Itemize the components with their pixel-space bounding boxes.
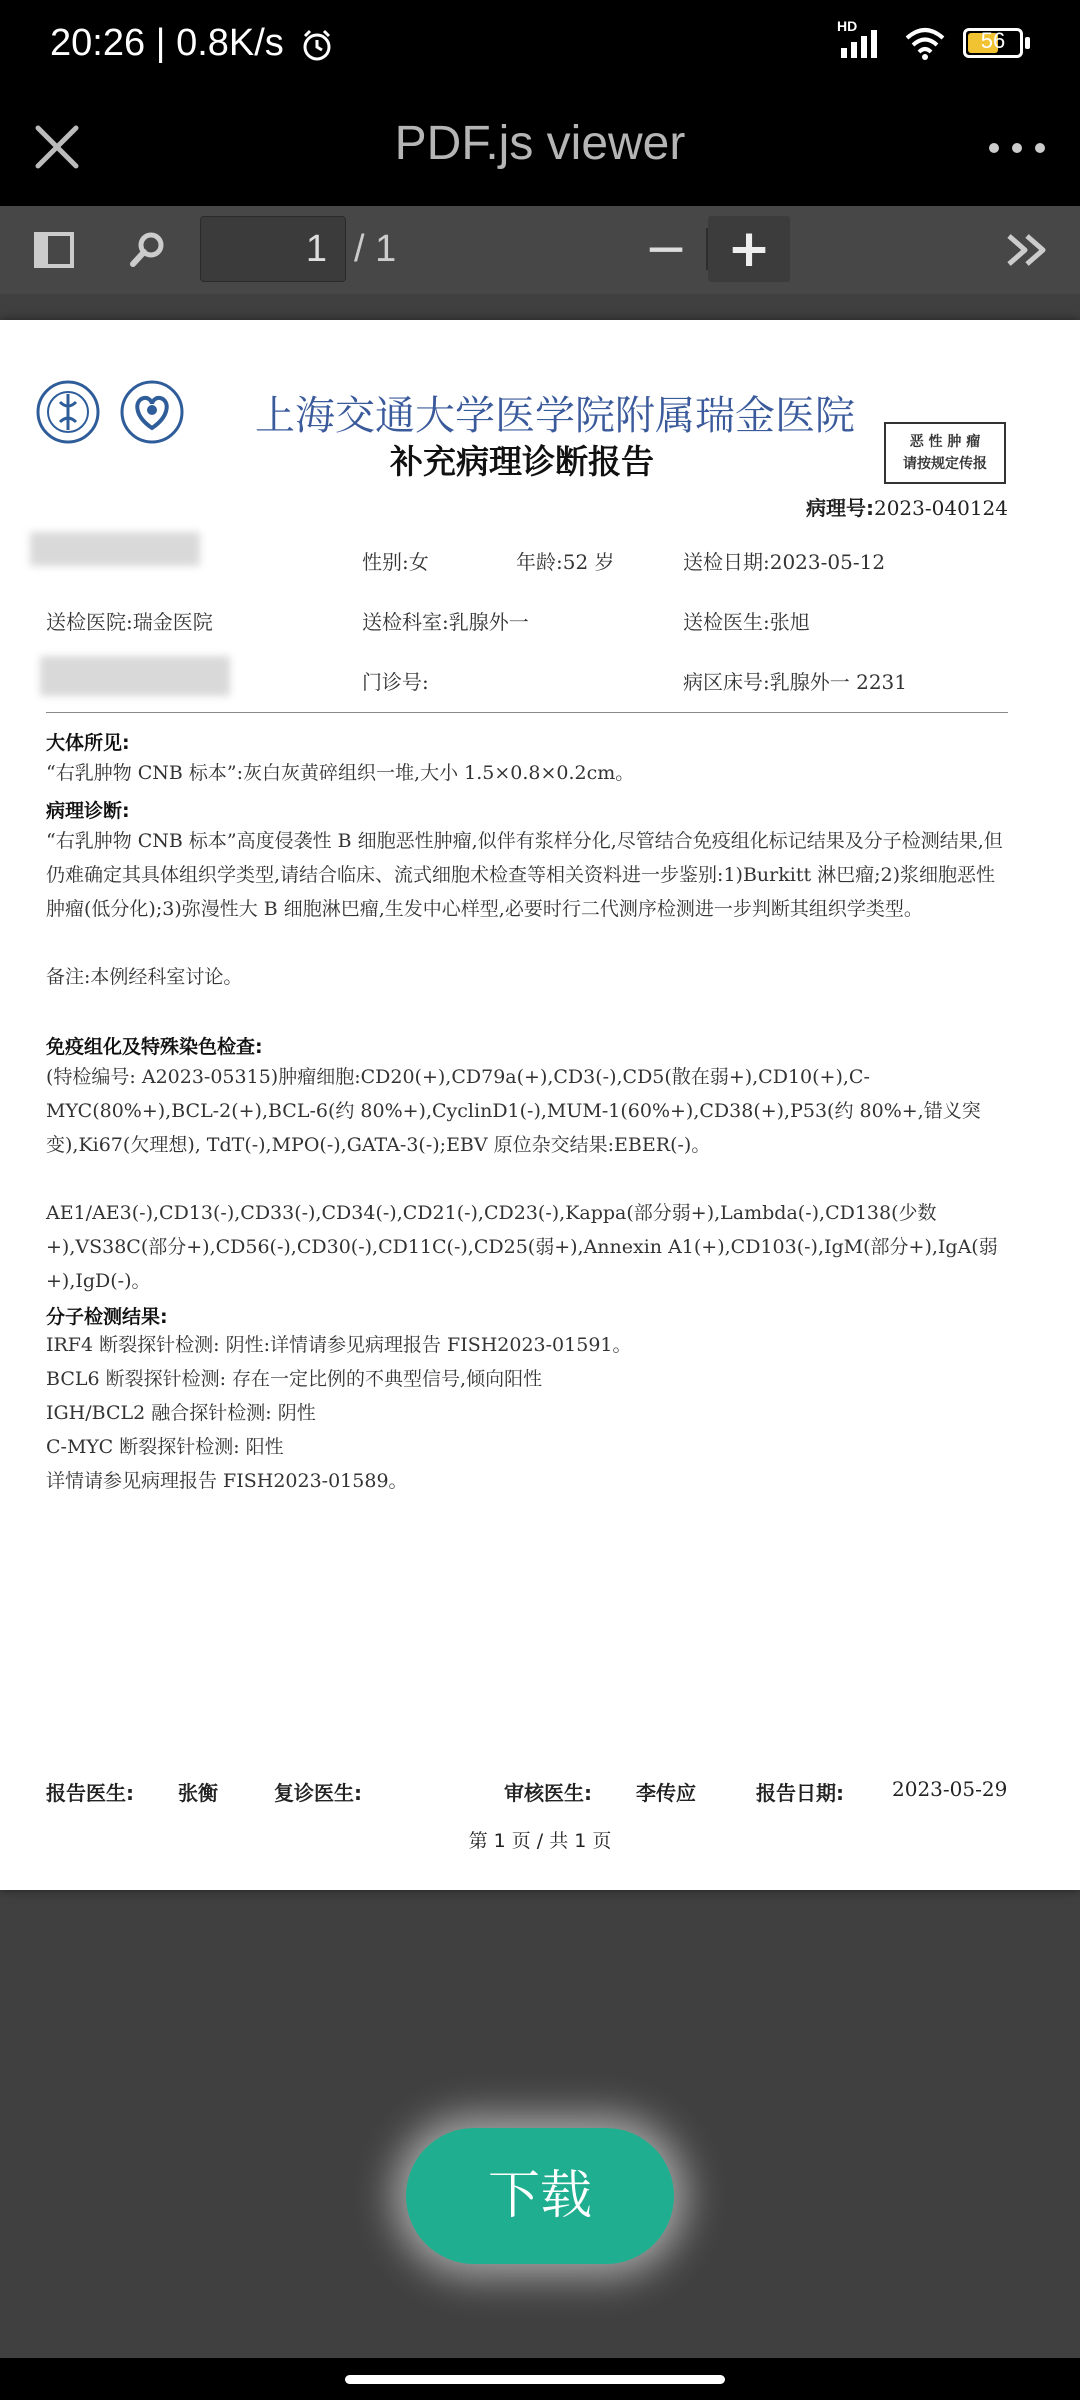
stamp-line1: 恶 性 肿 瘤: [909, 434, 981, 450]
ihc-text-1: (特检编号: A2023-05315)肿瘤细胞:CD20(+),CD79a(+),CD3(-),CD5(散在弱+),CD10(+),C-MYC(80%+),BCL-2(+),BCL-6(约 80%+),CyclinD1(-),MUM-1(60%+),CD38(+),P53(约 80%+,错义突变),Ki67(欠理想), TdT(-),MPO(-),GATA-3(-);EBV 原位杂交结果:EBER(-)。: [46, 1066, 981, 1156]
tools-button[interactable]: [994, 218, 1060, 282]
pathology-number-value: 2023-040124: [873, 496, 1008, 520]
molecular-line-5: 详情请参见病理报告 FISH2023-01589。: [46, 1470, 408, 1492]
network-label: HD: [837, 18, 858, 34]
redacted-id: [40, 656, 230, 696]
page-note: 第 1 页 / 共 1 页: [468, 1830, 612, 1852]
stamp-line2: 请按规定传报: [903, 456, 987, 472]
pathology-number: [806, 492, 1008, 521]
wifi-icon: [903, 26, 947, 60]
molecular-title: 分子检测结果:: [46, 1306, 168, 1328]
find-button[interactable]: [118, 218, 178, 282]
page-number-input[interactable]: 1: [200, 216, 346, 282]
molecular-line-1: IRF4 断裂探针检测: 阴性:详情请参见病理报告 FISH2023-01591。: [46, 1334, 632, 1356]
audit-doctor-label: 审核医生:: [504, 1781, 592, 1805]
report-date-label: 报告日期:: [756, 1781, 844, 1805]
status-time: 20:26 | 0.8K/s: [50, 22, 284, 64]
alarm-icon: [300, 28, 334, 62]
page-title: PDF.js viewer: [394, 117, 686, 170]
home-indicator[interactable]: [345, 2375, 725, 2384]
page-total: / 1: [354, 228, 397, 270]
age-field: 年龄:52 岁: [516, 550, 615, 574]
pdf-page: [0, 320, 1080, 1890]
hospital-logo-icon: [120, 380, 184, 444]
university-logo-icon: [36, 380, 100, 444]
remark-text: 备注:本例经科室讨论。: [46, 966, 243, 988]
hospital-name: 上海交通大学医学院附属瑞金医院: [255, 393, 855, 439]
search-icon: [128, 230, 168, 270]
molecular-line-2: BCL6 断裂探针检测: 存在一定比例的不典型信号,倾向阳性: [46, 1368, 543, 1390]
report-date: 2023-05-29: [892, 1777, 1008, 1801]
molecular-line-3: IGH/BCL2 融合探针检测: 阴性: [46, 1402, 316, 1424]
battery-icon: [963, 28, 1030, 58]
molecular-line-4: C-MYC 断裂探针检测: 阳性: [46, 1436, 284, 1458]
ihc-text-2: AE1/AE3(-),CD13(-),CD33(-),CD34(-),CD21(-),CD23(-),Kappa(部分弱+),Lambda(-),CD138(少数+),VS38C(部分+),CD56(-),CD30(-),CD11C(-),CD25(弱+),Annexin A1(+),CD103(-),IgM(部分+),IgA(弱+),IgD(-)。: [46, 1202, 998, 1292]
zoom-in-label: +: [727, 219, 771, 279]
sidebar-icon: [33, 231, 75, 269]
send-date-field: 送检日期:2023-05-12: [683, 550, 886, 574]
audit-doctor: 李传应: [636, 1781, 696, 1805]
report-doctor-label: 报告医生:: [46, 1781, 134, 1805]
battery-level: 56: [980, 28, 1006, 53]
redacted-name: [30, 532, 200, 566]
signal-icon: [837, 18, 887, 60]
more-options-icon[interactable]: [984, 128, 1050, 168]
zoom-in-button[interactable]: [708, 216, 790, 282]
gross-title: 大体所见:: [46, 732, 130, 754]
report-doctor: 张衡: [178, 1781, 218, 1805]
zoom-out-button[interactable]: [626, 216, 706, 282]
report-title: 补充病理诊断报告: [390, 442, 654, 481]
ihc-title: 免疫组化及特殊染色检查:: [46, 1036, 263, 1058]
diagnosis-text: “右乳肿物 CNB 标本”高度侵袭性 B 细胞恶性肿瘤,似伴有浆样分化,尽管结合免疫组化标记结果及分子检测结果,但仍难确定其具体组织学类型,请结合临床、流式细胞术检查等相关资料进一步鉴别:1)Burkitt 淋巴瘤;2)浆细胞恶性肿瘤(低分化);3)弥漫性大 B 细胞淋巴瘤,生发中心样型,必要时行二代测序检测进一步判断其组织学类型。: [46, 830, 1003, 920]
clinic-number-field: 门诊号:: [362, 670, 429, 694]
pdf-toolbar: [0, 206, 1080, 294]
gross-text: “右乳肿物 CNB 标本”:灰白灰黄碎组织一堆,大小 1.5×0.8×0.2cm。: [46, 762, 635, 784]
review-doctor-label: 复诊医生:: [274, 1781, 362, 1805]
malignant-tumor-stamp: [884, 422, 1006, 484]
divider: [46, 712, 1008, 713]
pathology-number-label: 病理号:: [805, 496, 874, 520]
gender-field: 性别:女: [362, 550, 429, 574]
zoom-out-label: −: [644, 219, 688, 279]
double-chevron-right-icon: [1005, 232, 1049, 268]
zoom-controls: [626, 216, 790, 282]
pdf-viewer[interactable]: [0, 294, 1080, 2358]
status-bar: [0, 0, 1080, 88]
send-doctor-field: 送检医生:张旭: [683, 610, 810, 634]
sidebar-toggle-button[interactable]: [24, 218, 84, 282]
title-bar: [0, 88, 1080, 206]
send-department-field: 送检科室:乳腺外一: [362, 610, 529, 634]
send-hospital-field: 送检医院:瑞金医院: [46, 610, 213, 634]
navigation-bar: [0, 2358, 1080, 2400]
ward-bed-field: 病区床号:乳腺外一 2231: [683, 670, 907, 694]
download-button[interactable]: 下载: [406, 2128, 674, 2264]
diagnosis-title: 病理诊断:: [46, 800, 130, 822]
